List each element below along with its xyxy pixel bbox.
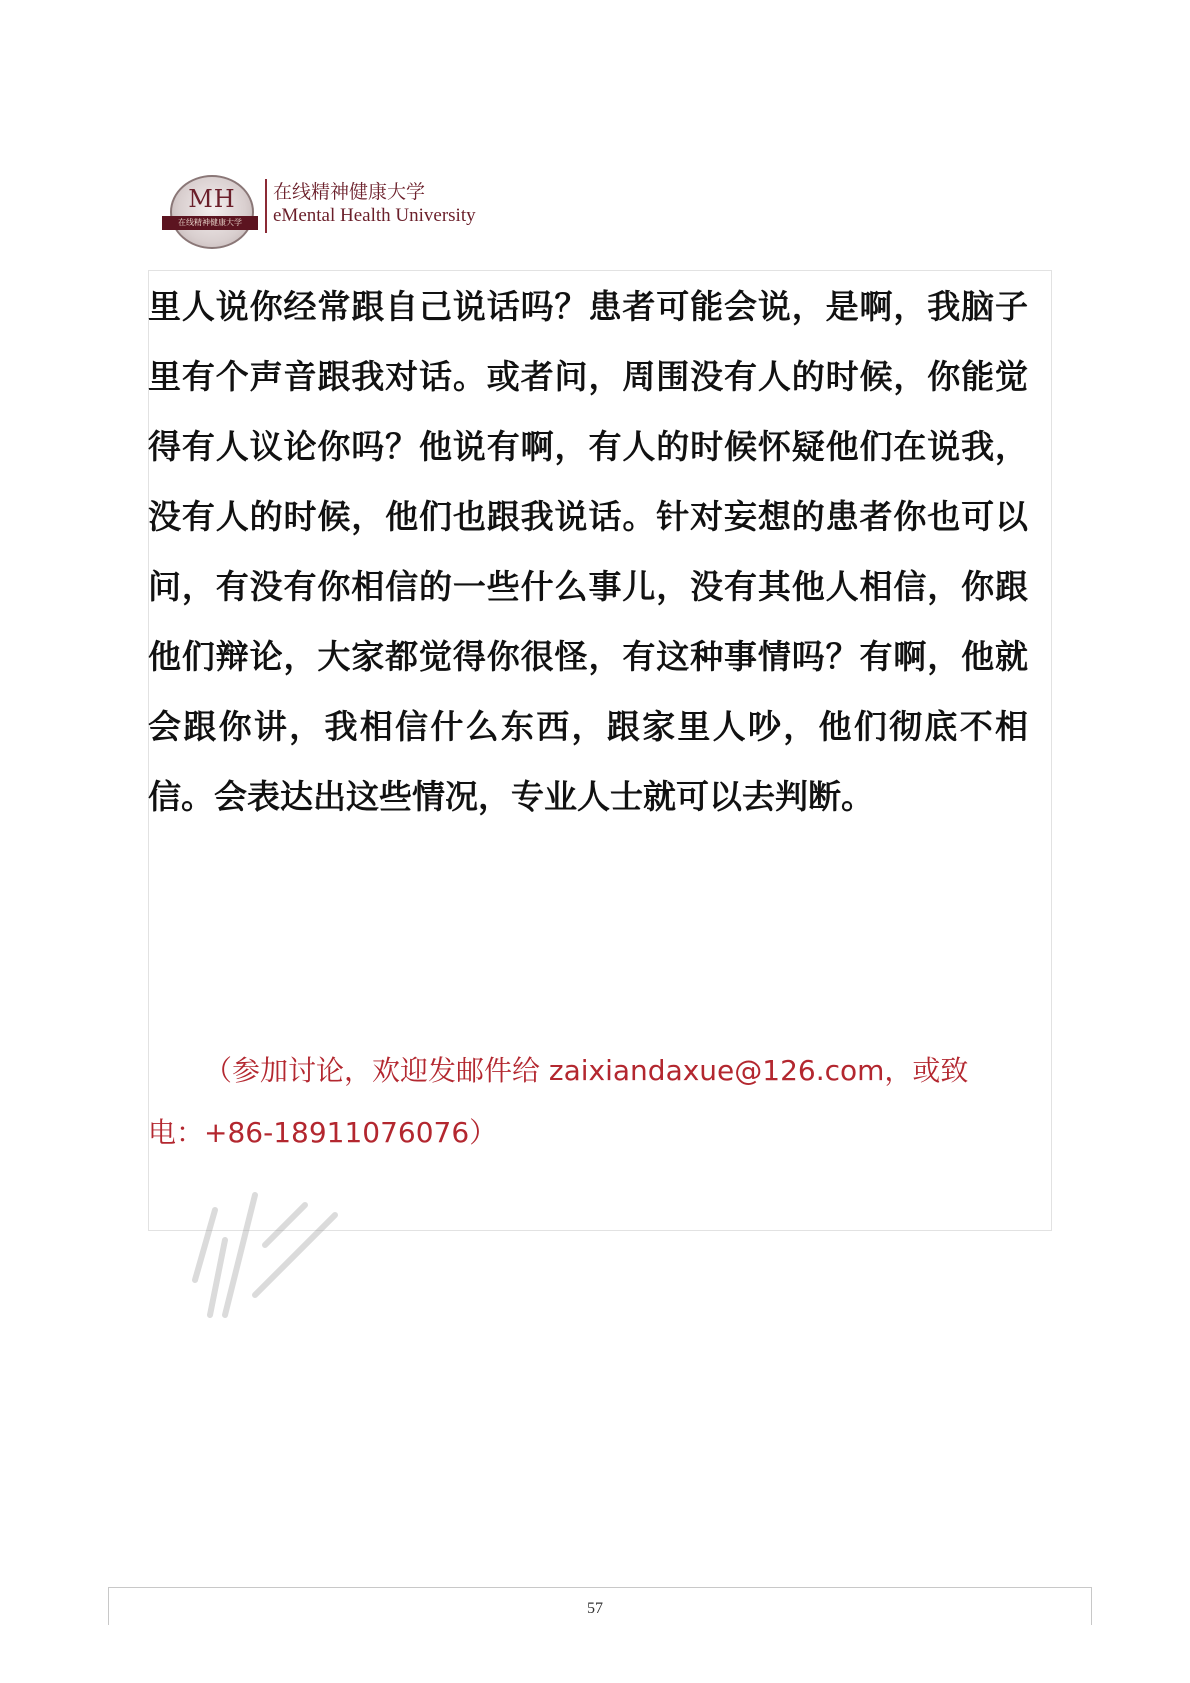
- watermark-stroke: [255, 1215, 335, 1295]
- university-logo: [170, 175, 500, 255]
- university-name-en: eMental Health University: [273, 205, 476, 226]
- watermark-stroke: [210, 1240, 225, 1315]
- watermark-graphic: [185, 1185, 395, 1335]
- footer-rule: [108, 1587, 1092, 1588]
- logo-ribbon: 在线精神健康大学: [162, 216, 258, 230]
- logo-letters: MH: [188, 185, 236, 213]
- body-paragraph: 里人说你经常跟自己说话吗？患者可能会说，是啊，我脑子里有个声音跟我对话。或者问，周围没有人的时候，你能觉得有人议论你吗？他说有啊，有人的时候怀疑他们在说我，没有人的时候，他们也跟我说话。针对妄想的患者你也可以问，有没有你相信的一些什么事儿，没有其他人相信，你跟他们辩论，大家都觉得你很怪，有这种事情吗？有啊，他就会跟你讲，我相信什么东西，跟家里人吵，他们彻底不相信。会表达出这些情况，专业人士就可以去判断。: [148, 287, 1028, 816]
- logo-divider: [265, 179, 267, 233]
- watermark-stroke: [225, 1195, 255, 1315]
- university-name-cn: 在线精神健康大学: [273, 181, 426, 203]
- watermark-stroke: [265, 1205, 305, 1245]
- contact-info: （参加讨论，欢迎发邮件给 zaixiandaxue@126.com，或致电：+86-18911076076）: [148, 1054, 969, 1149]
- watermark-stroke: [195, 1210, 215, 1280]
- page-number: 57: [587, 1600, 603, 1617]
